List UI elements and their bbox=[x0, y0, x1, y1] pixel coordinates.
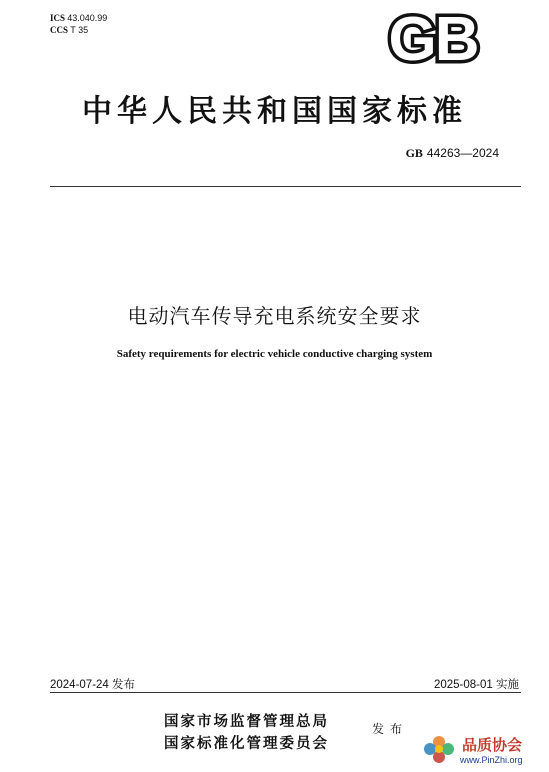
top-divider bbox=[50, 186, 521, 187]
classification-codes bbox=[50, 12, 107, 36]
watermark-flower-icon bbox=[420, 732, 458, 766]
national-standard-title: 中华人民共和国国家标准 bbox=[82, 94, 467, 129]
ics-code bbox=[50, 12, 107, 24]
gb-logo bbox=[376, 8, 490, 68]
standard-prefix: GB bbox=[405, 146, 423, 160]
issuer-sac: 国家标准化管理委员会 bbox=[164, 735, 329, 752]
watermark-name: 品质协会 bbox=[462, 736, 523, 754]
ccs-label: CCS bbox=[50, 25, 69, 35]
ics-label: ICS bbox=[50, 13, 66, 23]
ics-value: 43.040.99 bbox=[67, 13, 108, 23]
ccs-code bbox=[50, 24, 107, 36]
document-title-en: Safety requirements for electric vehicle conductive charging system bbox=[116, 348, 433, 360]
document-title-zh: 电动汽车传导充电系统安全要求 bbox=[127, 304, 422, 328]
implementation-date: 2025-08-01 实施 bbox=[433, 679, 519, 691]
standard-number-value: 44263—2024 bbox=[426, 146, 499, 160]
standard-number bbox=[406, 146, 499, 161]
issue-date: 2024-07-24 发布 bbox=[50, 679, 136, 691]
gb-logo-text: GB bbox=[388, 8, 478, 68]
watermark-url[interactable]: www.PinZhi.org bbox=[460, 755, 523, 765]
issuer-samr: 国家市场监督管理总局 bbox=[164, 713, 329, 730]
publish-label: 发布 bbox=[372, 722, 409, 736]
ccs-value: T 35 bbox=[70, 25, 89, 35]
bottom-divider bbox=[50, 692, 521, 693]
